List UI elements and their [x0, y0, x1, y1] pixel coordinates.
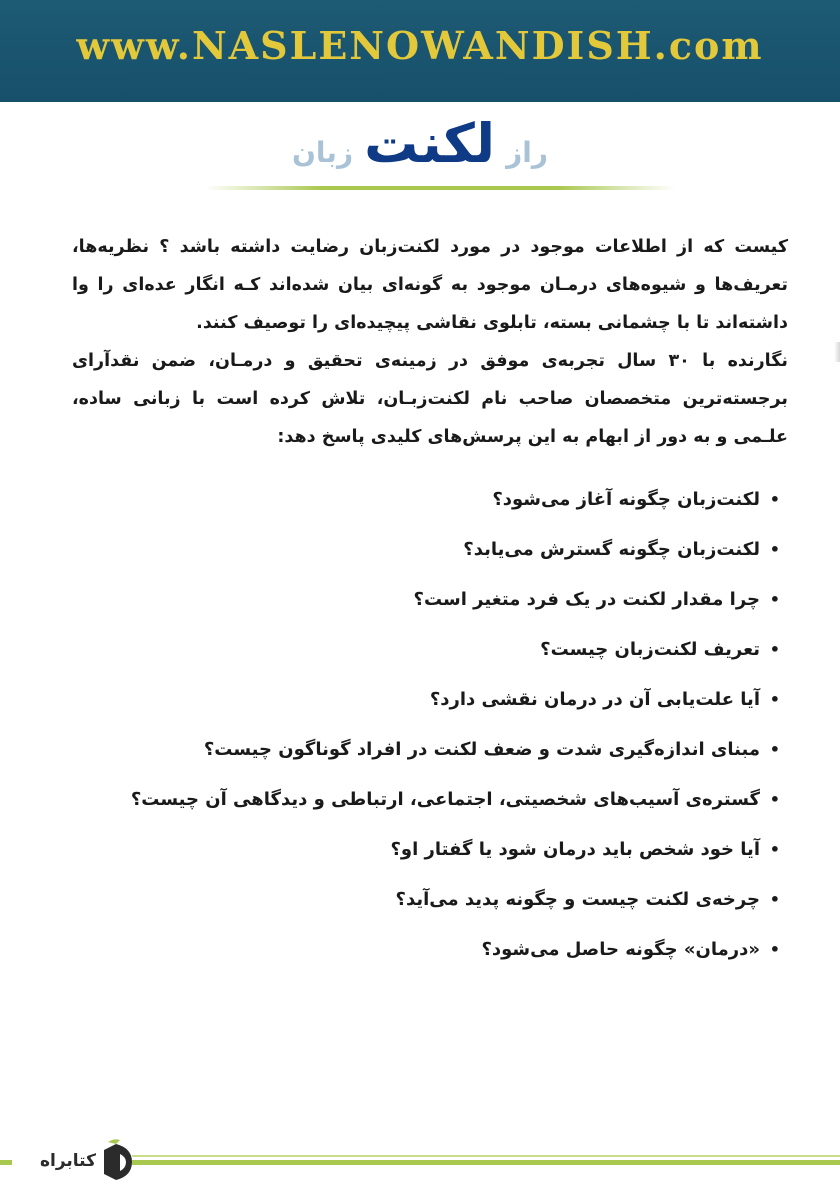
bullet-icon: • [769, 840, 780, 859]
bullet-icon: • [769, 640, 780, 659]
bullet-icon: • [769, 890, 780, 909]
list-item [90, 778, 780, 828]
footer-divider [132, 1160, 840, 1165]
footer-divider-highlight [132, 1155, 840, 1157]
page-title [0, 112, 840, 189]
question-text: لکنت‌زبان چگونه آغاز می‌شود؟ [492, 489, 760, 510]
question-text: مبنای اندازه‌گیری شدت و ضعف لکنت در افراد گوناگون چیست؟ [203, 739, 760, 760]
title-divider [205, 186, 675, 190]
title-suffix: زبان [292, 136, 354, 169]
list-item [90, 728, 780, 778]
bullet-icon: • [769, 590, 780, 609]
question-text: «درمان» چگونه حاصل می‌شود؟ [481, 939, 760, 960]
intro-paragraph-2: نگارنده با ۳۰ سال تجربه‌ی موفق در زمینه‌ی تحقیق و درمـان، ضمن نقدآرای برجسته‌ترین متخصصان صاحب نام لکنت‌زبـان، تلاش کرده است با زبانی ساده، علـمی و به دور از ابهام به این پرسش‌های کلیدی پاسخ دهد: [72, 351, 788, 447]
list-item [90, 878, 780, 928]
header-banner [0, 0, 840, 102]
list-item [90, 528, 780, 578]
bullet-icon: • [769, 940, 780, 959]
list-item [90, 828, 780, 878]
logo-text: کتابراه [39, 1151, 96, 1171]
question-text: تعریف لکنت‌زبان چیست؟ [540, 639, 760, 660]
footer-divider-left [0, 1160, 12, 1165]
page-edge-mark [834, 342, 840, 362]
list-item [90, 578, 780, 628]
bullet-icon: • [769, 690, 780, 709]
bullet-icon: • [769, 540, 780, 559]
intro-text [72, 228, 788, 456]
questions-list [90, 478, 780, 978]
list-item [90, 678, 780, 728]
kitabrah-logo-icon [94, 1138, 138, 1186]
kitabrah-logo[interactable] [16, 1138, 128, 1186]
title-prefix: راز [506, 136, 548, 169]
bullet-icon: • [769, 790, 780, 809]
list-item [90, 628, 780, 678]
question-text: چرخه‌ی لکنت چیست و چگونه پدید می‌آید؟ [395, 889, 760, 910]
list-item [90, 478, 780, 528]
question-text: چرا مقدار لکنت در یک فرد متغیر است؟ [413, 589, 760, 610]
question-text: گستره‌ی آسیب‌های شخصیتی، اجتماعی، ارتباطی و دیدگاهی آن چیست؟ [130, 789, 760, 810]
question-text: آیا خود شخص باید درمان شود یا گفتار او؟ [390, 839, 760, 860]
title-main: لکنت [364, 112, 496, 175]
bullet-icon: • [769, 490, 780, 509]
list-item [90, 928, 780, 978]
bullet-icon: • [769, 740, 780, 759]
intro-paragraph-1: کیست که از اطلاعات موجود در مورد لکنت‌زبان رضایت داشته باشد ؟ نظریه‌ها، تعریف‌ها و شیوه‌های درمـان موجود به گونه‌ای بیان شده‌اند کـه انگار عده‌ای را وا داشته‌اند تا با چشمانی بسته، تابلوی نقاشی پیچیده‌ای را توصیف کنند. [72, 237, 788, 333]
site-url[interactable]: www.NASLENOWANDISH.com [76, 23, 764, 68]
question-text: لکنت‌زبان چگونه گسترش می‌یابد؟ [463, 539, 760, 560]
question-text: آیا علت‌یابی آن در درمان نقشی دارد؟ [429, 689, 760, 710]
